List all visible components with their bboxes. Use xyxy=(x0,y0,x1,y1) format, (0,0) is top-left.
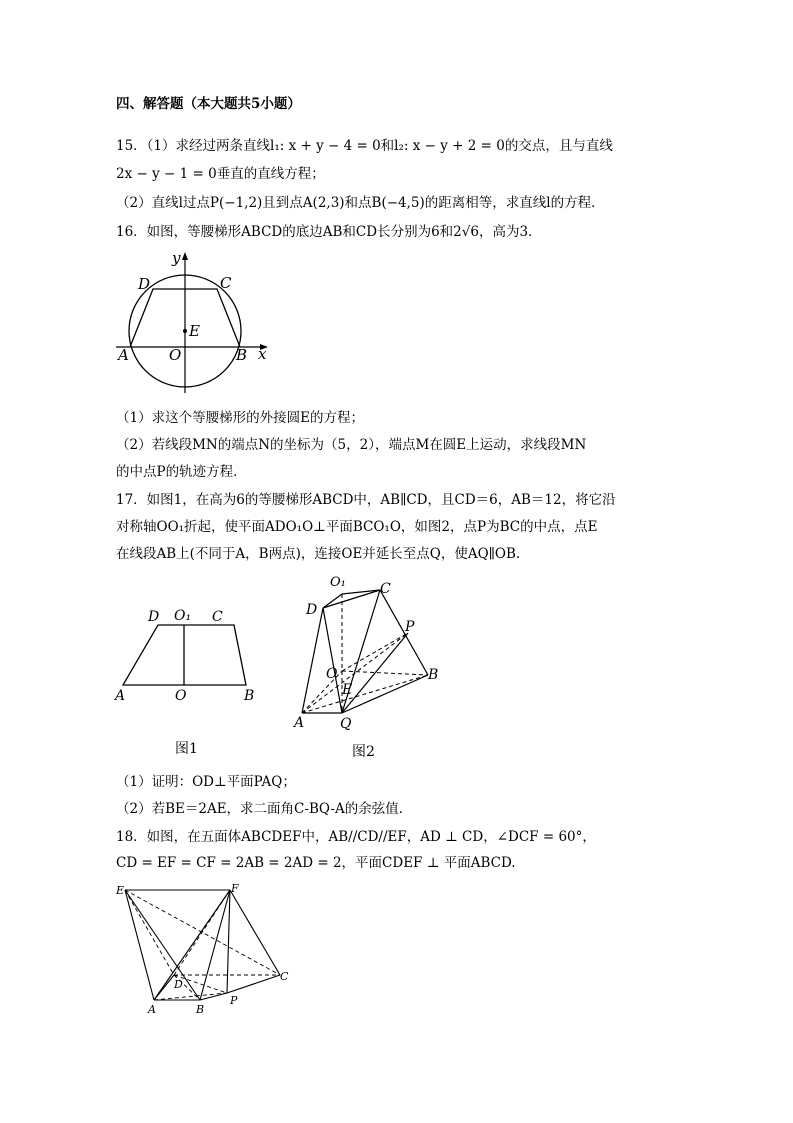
q15-line1: 15．（1）求经过两条直线l₁: x + y − 4 = 0和l₂: x − y + 2 = 0的交点，且与直线 xyxy=(116,138,613,154)
q16-line2: （1）求这个等腰梯形的外接圆E的方程； xyxy=(116,410,364,426)
fig2-label-o: O xyxy=(326,666,338,682)
fig2-label-c: C xyxy=(380,581,391,597)
q18-line1: 18．如图，在五面体ABCDEF中，AB//CD//EF，AD ⊥ CD，∠DCF = 60°， xyxy=(116,829,596,845)
q15-line3: （2）直线l过点P(−1,2)且到点A(2,3)和点B(−4,5)的距离相等，求直线l的方程． xyxy=(116,195,605,211)
q17-line5: （2）若BE＝2AE，求二面角C-BQ-A的余弦值． xyxy=(116,801,413,817)
fig1-label-c: C xyxy=(212,609,223,625)
q17-figure2 xyxy=(290,568,450,760)
fig1-label-o: O xyxy=(175,688,187,704)
q17-line1: 17．如图1，在高为6的等腰梯形ABCD中，AB∥CD，且CD＝6，AB＝12，将它沿 xyxy=(116,492,616,508)
section-title: 四、解答题（本大题共5小题） xyxy=(116,96,301,112)
q17-line4: （1）证明：OD⊥平面PAQ； xyxy=(116,774,296,790)
label-d: D xyxy=(138,275,151,293)
label-a: A xyxy=(118,346,129,364)
fig2-caption: 图2 xyxy=(352,744,375,760)
q18-figure xyxy=(110,880,300,1020)
fig2-label-p: P xyxy=(405,619,415,635)
fig18-label-d: D xyxy=(174,978,183,991)
q18-line2: CD = EF = CF = 2AB = 2AD = 2，平面CDEF ⊥ 平面ABCD. xyxy=(116,855,516,871)
q17-figure1 xyxy=(110,600,270,760)
label-x: x xyxy=(258,345,267,363)
q15-line2: 2x − y − 1 = 0垂直的直线方程； xyxy=(116,166,325,182)
fig2-label-d: D xyxy=(306,602,318,618)
fig18-label-p: P xyxy=(230,994,238,1007)
fig2-label-q: Q xyxy=(340,716,352,732)
fig1-label-d: D xyxy=(148,609,160,625)
q16-line4: 的中点P的轨迹方程． xyxy=(116,464,247,480)
fig18-label-e: E xyxy=(116,884,125,897)
q16-line3: （2）若线段MN的端点N的坐标为（5，2），端点M在圆E上运动，求线段MN xyxy=(116,437,587,453)
fig18-label-f: F xyxy=(231,882,239,895)
label-o: O xyxy=(169,346,182,364)
fig2-label-e: E xyxy=(342,682,353,698)
fig1-label-a: A xyxy=(115,688,126,704)
fig1-label-b: B xyxy=(244,688,255,704)
label-y: y xyxy=(172,249,181,267)
fig18-label-b: B xyxy=(196,1003,205,1016)
label-e: E xyxy=(189,322,200,340)
point-e xyxy=(183,329,187,333)
fig2-label-a: A xyxy=(294,715,305,731)
fig2-label-b: B xyxy=(428,667,439,683)
q16-line1: 16．如图，等腰梯形ABCD的底边AB和CD长分别为6和2√6，高为3． xyxy=(116,224,542,240)
label-b: B xyxy=(236,346,248,364)
fig18-label-c: C xyxy=(280,970,289,983)
q17-line2: 对称轴OO₁折起，使平面ADO₁O⊥平面BCO₁O，如图2，点P为BC的中点，点E xyxy=(116,519,598,535)
q17-line3: 在线段AB上(不同于A，B两点)，连接OE并延长至点Q，使AQ∥OB. xyxy=(116,546,521,562)
fig1-caption: 图1 xyxy=(175,741,198,757)
label-c: C xyxy=(220,274,232,292)
fig2-label-o1: O₁ xyxy=(330,575,346,590)
fig1-label-o1: O₁ xyxy=(174,608,192,624)
fig18-label-a: A xyxy=(148,1003,156,1016)
q16-figure xyxy=(112,246,282,396)
y-axis-arrow-icon xyxy=(182,252,188,260)
